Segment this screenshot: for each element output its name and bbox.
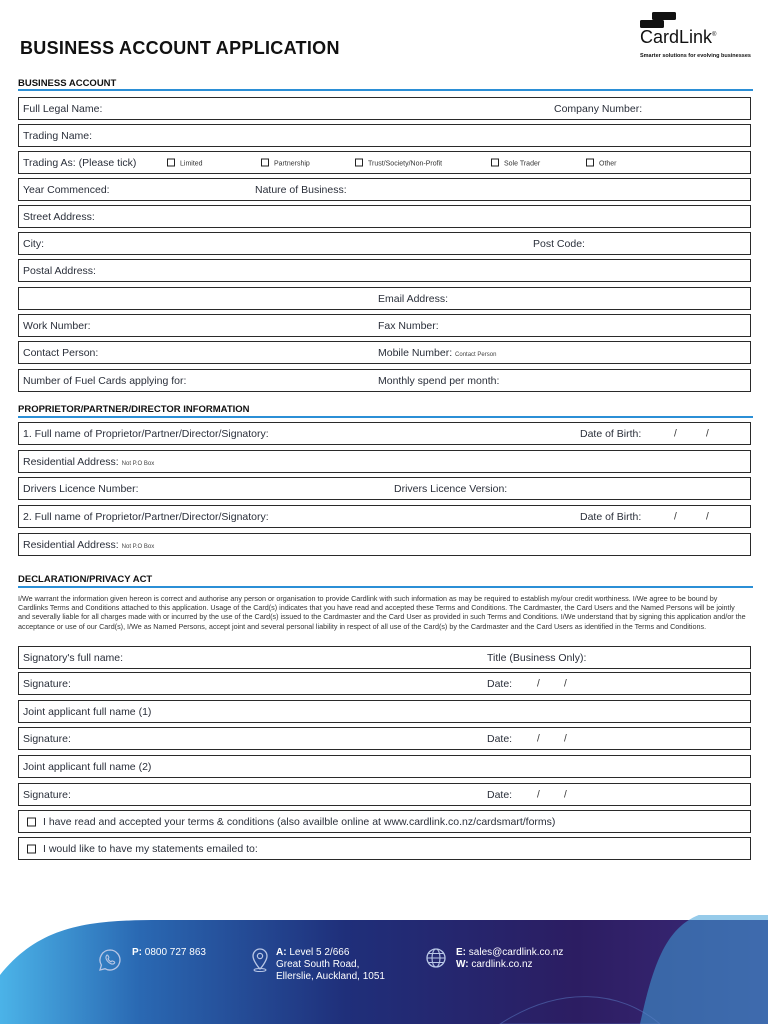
- signature-field-1[interactable]: [18, 672, 751, 695]
- dob-label: Date of Birth:: [580, 510, 642, 523]
- joint-applicant-1-label: Joint applicant full name (1): [23, 705, 152, 718]
- date-separator: /: [537, 678, 540, 689]
- date-label: Date:: [487, 788, 513, 801]
- proprietor-2-name-field[interactable]: [18, 505, 751, 528]
- street-address-field[interactable]: [18, 205, 751, 228]
- date-separator: /: [674, 511, 677, 522]
- date-separator: /: [537, 733, 540, 744]
- section-rule: [18, 89, 753, 91]
- checkbox-trust[interactable]: Trust/Society/Non-Profit: [355, 158, 442, 167]
- full-legal-name-field[interactable]: [18, 97, 751, 120]
- checkbox-icon: [586, 158, 594, 166]
- postal-address-label: Postal Address:: [23, 264, 96, 277]
- nature-of-business-label: Nature of Business:: [255, 183, 347, 196]
- proprietor-1-name-field[interactable]: [18, 422, 751, 445]
- checkbox-icon: [355, 158, 363, 166]
- licence-field[interactable]: [18, 477, 751, 500]
- terms-label: I have read and accepted your terms & conditions (also availble online at www.cardlink.co.nz/cardsmart/forms): [43, 815, 556, 828]
- year-commenced-field[interactable]: [18, 178, 751, 201]
- checkbox-icon: [491, 158, 499, 166]
- checkbox-other[interactable]: Other: [586, 158, 617, 167]
- year-commenced-label: Year Commenced:: [23, 183, 110, 196]
- location-pin-icon: [250, 947, 270, 973]
- company-number-label: Company Number:: [554, 102, 643, 115]
- checkbox-partnership[interactable]: Partnership: [261, 158, 310, 167]
- date-separator: /: [564, 678, 567, 689]
- trading-name-field[interactable]: [18, 124, 751, 147]
- checkbox-limited[interactable]: Limited: [167, 158, 203, 167]
- globe-icon: [425, 947, 447, 969]
- licence-version-label: Drivers Licence Version:: [394, 482, 508, 495]
- title-business-label: Title (Business Only):: [487, 651, 587, 664]
- fuel-cards-label: Number of Fuel Cards applying for:: [23, 374, 187, 387]
- signature-label: Signature:: [23, 732, 71, 745]
- trading-as-label: Trading As: (Please tick): [23, 156, 137, 169]
- proprietor-2-address-field[interactable]: [18, 533, 751, 556]
- footer-contact: [456, 947, 563, 971]
- footer-phone: P: 0800 727 863: [132, 947, 206, 958]
- work-number-label: Work Number:: [23, 319, 91, 332]
- checkbox-icon: [261, 158, 269, 166]
- date-separator: /: [564, 789, 567, 800]
- section-heading-declaration: DECLARATION/PRIVACY ACT: [18, 574, 153, 585]
- full-legal-name-label: Full Legal Name:: [23, 102, 103, 115]
- signature-label: Signature:: [23, 788, 71, 801]
- joint-applicant-2-label: Joint applicant full name (2): [23, 760, 152, 773]
- phone-icon: [98, 948, 122, 972]
- date-separator: /: [564, 733, 567, 744]
- fuel-cards-field[interactable]: [18, 369, 751, 392]
- signatory-name-field[interactable]: [18, 646, 751, 669]
- proprietor-2-name-label: 2. Full name of Proprietor/Partner/Director/Signatory:: [23, 510, 269, 523]
- city-field[interactable]: [18, 232, 751, 255]
- section-heading-proprietor: PROPRIETOR/PARTNER/DIRECTOR INFORMATION: [18, 404, 250, 415]
- logo-tagline: Smarter solutions for evolving businesses: [640, 53, 751, 59]
- date-separator: /: [674, 428, 677, 439]
- footer-address: A: Level 5 2/666 Great South Road, Ellerslie, Auckland, 1051: [276, 947, 385, 982]
- signature-label: Signature:: [23, 677, 71, 690]
- work-number-field[interactable]: [18, 314, 751, 337]
- terms-checkbox[interactable]: [27, 817, 36, 826]
- mobile-number-label: Mobile Number: Contact Person: [378, 346, 497, 359]
- terms-checkbox-row[interactable]: [18, 810, 751, 833]
- checkbox-sole-trader[interactable]: Sole Trader: [491, 158, 540, 167]
- date-separator: /: [706, 511, 709, 522]
- dob-label: Date of Birth:: [580, 427, 642, 440]
- date-label: Date:: [487, 677, 513, 690]
- email-address-label: Email Address:: [378, 292, 449, 305]
- section-rule: [18, 586, 753, 588]
- monthly-spend-label: Monthly spend per month:: [378, 374, 500, 387]
- checkbox-icon: [167, 158, 175, 166]
- email-statements-row[interactable]: [18, 837, 751, 860]
- email-statements-checkbox[interactable]: [27, 844, 36, 853]
- proprietor-1-name-label: 1. Full name of Proprietor/Partner/Director/Signatory:: [23, 427, 269, 440]
- trading-as-row: [18, 151, 751, 174]
- email-statements-label: I would like to have my statements emailed to:: [43, 842, 258, 855]
- contact-person-field[interactable]: [18, 341, 751, 364]
- contact-person-label: Contact Person:: [23, 346, 99, 359]
- residential-address-label: Residential Address: Not P.O Box: [23, 538, 155, 551]
- section-rule: [18, 416, 753, 418]
- street-address-label: Street Address:: [23, 210, 95, 223]
- date-separator: /: [537, 789, 540, 800]
- logo-name: CardLink®: [640, 27, 717, 47]
- residential-address-label: Residential Address: Not P.O Box: [23, 455, 155, 468]
- footer: [0, 915, 768, 1024]
- joint-applicant-1-field[interactable]: [18, 700, 751, 723]
- joint-applicant-2-field[interactable]: [18, 755, 751, 778]
- footer-email[interactable]: E: sales@cardlink.co.nz: [456, 947, 564, 958]
- post-code-label: Post Code:: [533, 237, 585, 250]
- email-address-field[interactable]: [18, 287, 751, 310]
- footer-web[interactable]: W: cardlink.co.nz: [456, 959, 533, 970]
- signature-field-2[interactable]: [18, 727, 751, 750]
- date-separator: /: [706, 428, 709, 439]
- signature-field-3[interactable]: [18, 783, 751, 806]
- date-label: Date:: [487, 732, 513, 745]
- postal-address-field[interactable]: [18, 259, 751, 282]
- city-label: City:: [23, 237, 44, 250]
- trading-name-label: Trading Name:: [23, 129, 93, 142]
- cardlink-logo: [634, 8, 760, 64]
- section-heading-business-account: BUSINESS ACCOUNT: [18, 78, 117, 89]
- signatory-name-label: Signatory's full name:: [23, 651, 124, 664]
- licence-number-label: Drivers Licence Number:: [23, 482, 139, 495]
- declaration-text: I/We warrant the information given hereon is correct and authorise any person or organisation to provide Cardlink with such information as may be required to establish my/our credit worthiness. I/We agree to be bound by Cardlinks Terms and Conditions attached to this application. Usage of the Card(s) indicates that you have read and accepted these Terms and Conditions. The Cardmaster, the Card Users and the Named Persons will be jointly and severally liable for all charges made with or incurred by the use of the Card(s) issued to the Cardmaster and the Card User as provided in such Terms and Conditions. I/We understand that by signing this application and/or the acceptance or use of our Card(s), I/We as Named Persons, accept joint and several personal liability in respect of all use of the Card(s) by the Cardmaster and the Card Users as identified in the Terms and Conditions.: [18, 594, 746, 631]
- page-title: BUSINESS ACCOUNT APPLICATION: [20, 38, 340, 58]
- fax-number-label: Fax Number:: [378, 319, 439, 332]
- proprietor-1-address-field[interactable]: [18, 450, 751, 473]
